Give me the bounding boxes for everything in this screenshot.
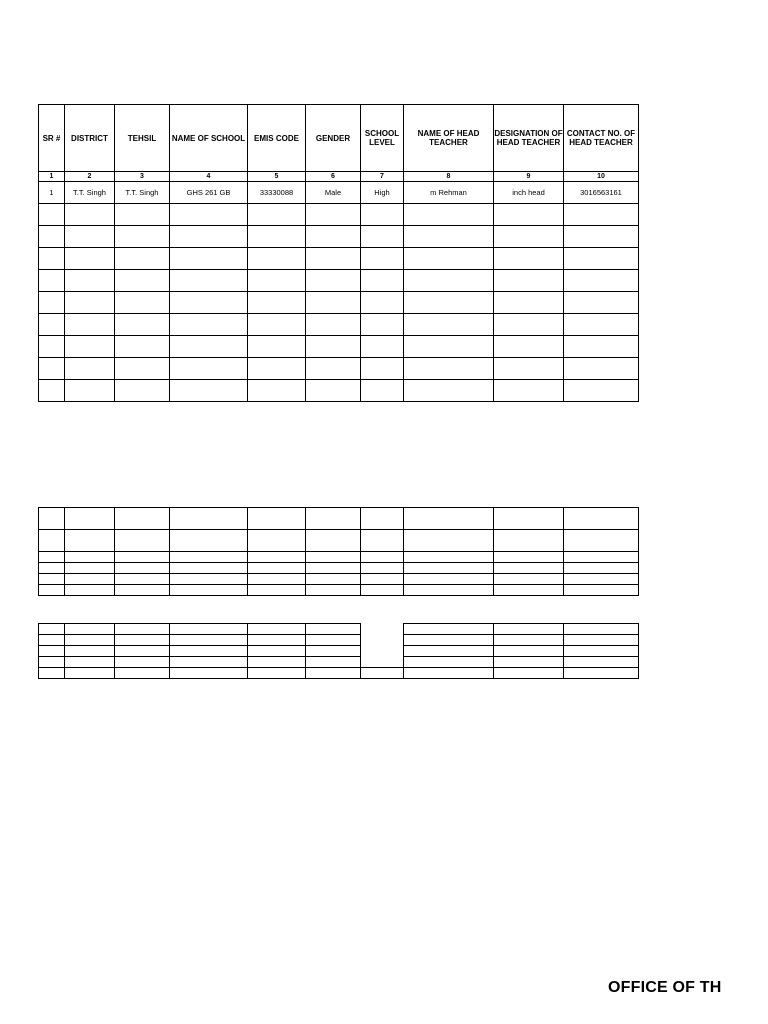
header-head-teacher-name: NAME OF HEAD TEACHER (404, 105, 494, 172)
blank-grid-table (38, 507, 639, 596)
header-row (39, 105, 639, 172)
empty-row (39, 226, 639, 248)
column-number: 8 (404, 172, 494, 182)
header-head-teacher-designation: DESIGNATION OF HEAD TEACHER (494, 105, 564, 172)
column-number: 5 (248, 172, 306, 182)
header-tehsil: TEHSIL (115, 105, 170, 172)
cell-school-name: GHS 261 GB (170, 182, 248, 204)
header-district: DISTRICT (65, 105, 115, 172)
column-number: 6 (306, 172, 361, 182)
empty-row (39, 657, 639, 668)
empty-row (39, 508, 639, 530)
column-number-row (39, 172, 639, 182)
header-gender: GENDER (306, 105, 361, 172)
cell-gender: Male (306, 182, 361, 204)
empty-row (39, 204, 639, 226)
cell-head-teacher-name: m Rehman (404, 182, 494, 204)
empty-row (39, 336, 639, 358)
header-school-level: SCHOOL LEVEL (361, 105, 404, 172)
column-number: 7 (361, 172, 404, 182)
cell-tehsil: T.T. Singh (115, 182, 170, 204)
empty-row (39, 248, 639, 270)
schools-table (38, 104, 639, 402)
table-row (39, 182, 639, 204)
cell-sr: 1 (39, 182, 65, 204)
cell-district: T.T. Singh (65, 182, 115, 204)
header-sr: SR # (39, 105, 65, 172)
column-number: 3 (115, 172, 170, 182)
header-emis-code: EMIS CODE (248, 105, 306, 172)
empty-row (39, 314, 639, 336)
cell-emis-code: 33330088 (248, 182, 306, 204)
office-heading: OFFICE OF TH (608, 979, 722, 996)
empty-row (39, 292, 639, 314)
column-number: 1 (39, 172, 65, 182)
header-head-teacher-contact: CONTACT NO. OF HEAD TEACHER (564, 105, 639, 172)
empty-row (39, 668, 639, 679)
header-school-name: NAME OF SCHOOL (170, 105, 248, 172)
column-number: 10 (564, 172, 639, 182)
cell-school-level: High (361, 182, 404, 204)
empty-row (39, 358, 639, 380)
column-number: 4 (170, 172, 248, 182)
cell-head-teacher-contact: 3016563161 (564, 182, 639, 204)
column-number: 2 (65, 172, 115, 182)
empty-row (39, 624, 639, 635)
empty-row (39, 646, 639, 657)
empty-row (39, 563, 639, 574)
empty-row (39, 585, 639, 596)
empty-row (39, 635, 639, 646)
cell-head-teacher-designation: inch head (494, 182, 564, 204)
empty-row (39, 270, 639, 292)
empty-row (39, 530, 639, 552)
empty-row (39, 380, 639, 402)
empty-row (39, 552, 639, 563)
column-number: 9 (494, 172, 564, 182)
empty-row (39, 574, 639, 585)
blank-grid-table-2 (38, 623, 639, 679)
